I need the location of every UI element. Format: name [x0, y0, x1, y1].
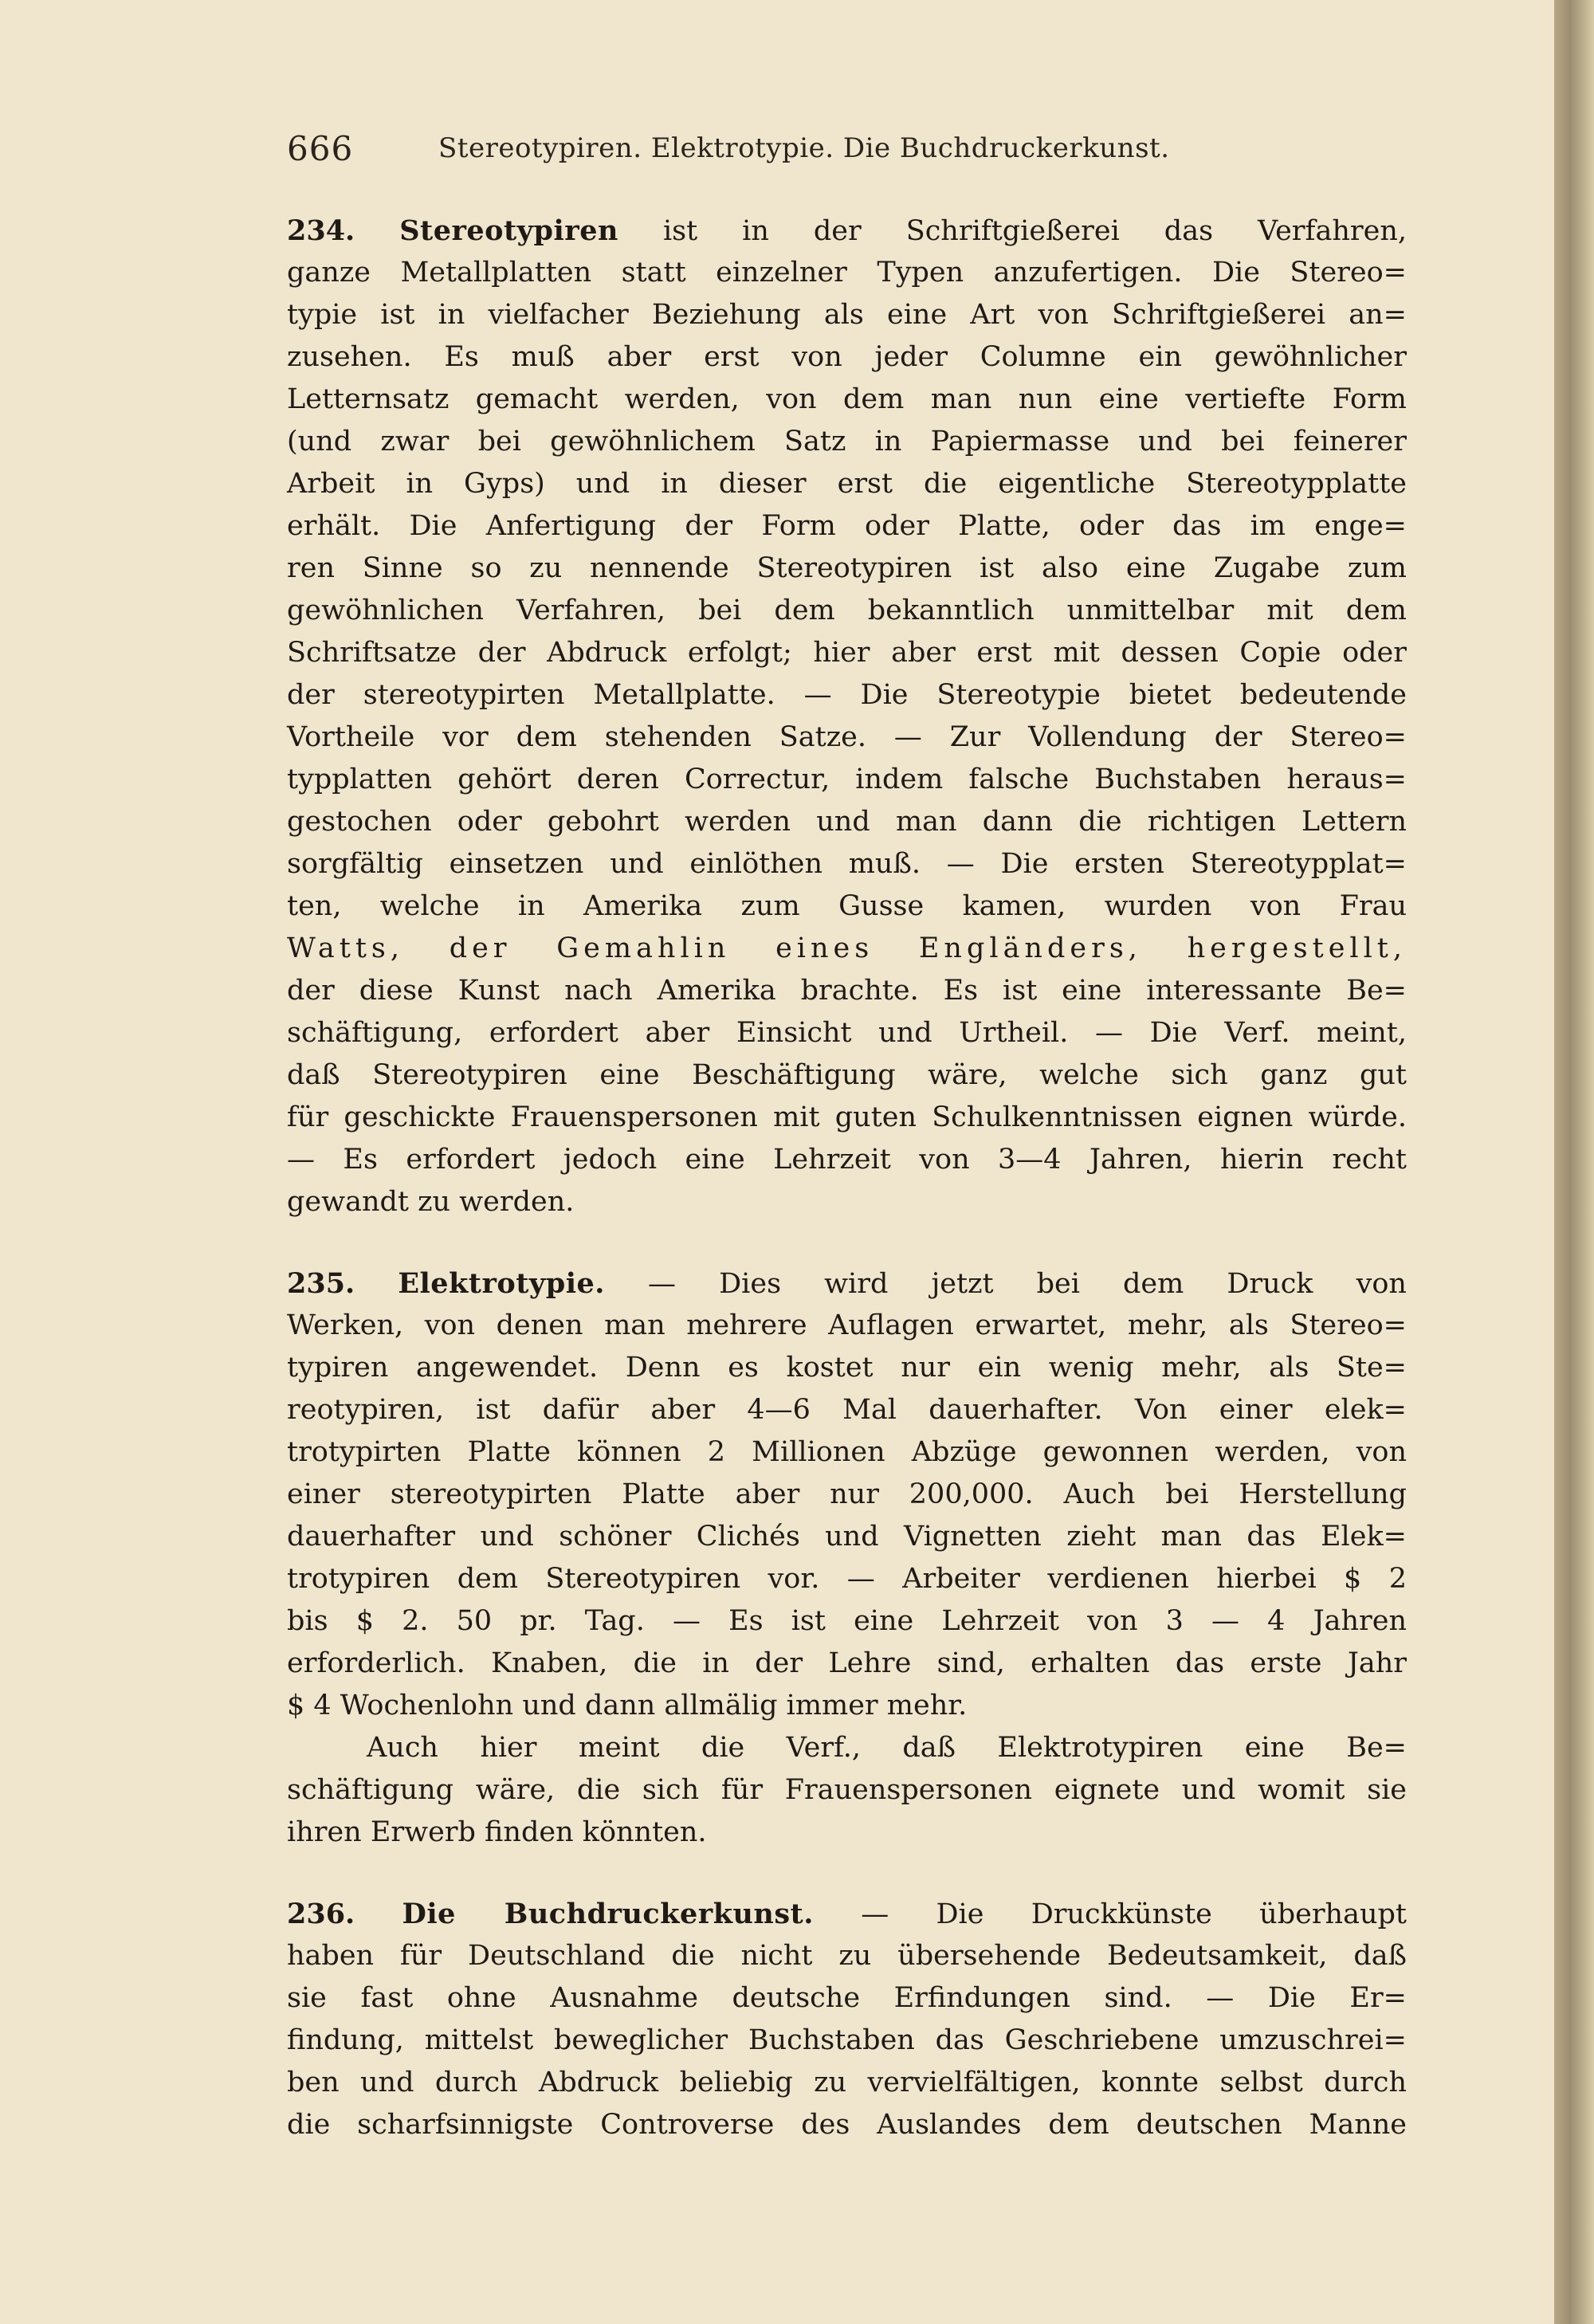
text-line: ihren Erwerb finden könnten. [287, 1816, 707, 1848]
text-line [287, 1262, 1407, 1305]
line-text: — Die Druckkünste überhaupt [861, 1898, 1407, 1930]
text-line: ren Sinne so zu nennende Stereotypiren ist also eine Zugabe zum [287, 552, 1407, 584]
text-line: Arbeit in Gyps) und in dieser erst die eigentliche Stereotypplatte [287, 468, 1407, 500]
text-line [287, 210, 1407, 252]
page-number: 666 [287, 129, 354, 168]
text-line: trotypirten Platte können 2 Millionen Abzüge gewonnen werden, von [287, 1436, 1407, 1468]
text-line: schäftigung, erfordert aber Einsicht und Urtheil. — Die Verf. meint, [287, 1017, 1407, 1049]
section-number: 234. [287, 214, 355, 247]
section-number: 236. [287, 1898, 355, 1930]
page-content [287, 210, 1407, 2146]
text-line: zusehen. Es muß aber erst von jeder Columne ein gewöhnlicher [287, 341, 1407, 373]
section-title: Elektrotypie. [398, 1267, 605, 1300]
line-text: — Dies wird jetzt bei dem Druck von [648, 1268, 1407, 1300]
text-line: gestochen oder gebohrt werden und man dann die richtigen Lettern [287, 806, 1407, 838]
text-line: haben für Deutschland die nicht zu übersehende Bedeutsamkeit, daß [287, 1940, 1407, 1972]
text-line: Letternsatz gemacht werden, von dem man nun eine vertiefte Form [287, 383, 1407, 415]
running-head: Stereotypiren. Elektrotypie. Die Buchdruckerkunst. [438, 132, 1170, 164]
text-line: bis $ 2. 50 pr. Tag. — Es ist eine Lehrzeit von 3 — 4 Jahren [287, 1605, 1407, 1637]
section-number: 235. [287, 1267, 355, 1300]
text-line: Schriftsatze der Abdruck erfolgt; hier aber erst mit dessen Copie oder [287, 637, 1407, 669]
text-line: gewandt zu werden. [287, 1186, 575, 1218]
text-line: trotypiren dem Stereotypiren vor. — Arbeiter verdienen hierbei $ 2 [287, 1563, 1407, 1595]
line-text: ist in der Schriftgießerei das Verfahren, [662, 215, 1407, 247]
text-line: Werken, von denen man mehrere Auflagen erwartet, mehr, als Stereo= [287, 1309, 1407, 1341]
text-line: Vortheile vor dem stehenden Satze. — Zur Vollendung der Stereo= [287, 721, 1407, 753]
text-line: typplatten gehört deren Correctur, indem falsche Buchstaben heraus= [287, 764, 1407, 795]
text-line: die scharfsinnigste Controverse des Auslandes dem deutschen Manne [287, 2109, 1407, 2141]
section-235 [287, 1262, 1407, 1854]
text-line: (und zwar bei gewöhnlichem Satz in Papiermasse und bei feinerer [287, 426, 1407, 457]
text-line: ten, welche in Amerika zum Gusse kamen, wurden von Frau [287, 890, 1407, 922]
text-line: der stereotypirten Metallplatte. — Die Stereotypie bietet bedeutende [287, 679, 1407, 711]
text-line: einer stereotypirten Platte aber nur 200,000. Auch bei Herstellung [287, 1478, 1407, 1510]
text-line: für geschickte Frauenspersonen mit guten Schulkenntnissen eignen würde. [287, 1101, 1407, 1133]
text-line: gewöhnlichen Verfahren, bei dem bekanntlich unmittelbar mit dem [287, 595, 1407, 626]
text-line: sie fast ohne Ausnahme deutsche Erfindungen sind. — Die Er= [287, 1982, 1407, 2014]
text-line: $ 4 Wochenlohn und dann allmälig immer mehr. [287, 1690, 968, 1721]
text-line: der diese Kunst nach Amerika brachte. Es ist eine interessante Be= [287, 975, 1407, 1007]
text-line: typiren angewendet. Denn es kostet nur ein wenig mehr, als Ste= [287, 1352, 1407, 1384]
page-header [287, 129, 1243, 169]
text-line: dauerhafter und schöner Clichés und Vignetten zieht man das Elek= [287, 1521, 1407, 1553]
section-title: Die Buchdruckerkunst. [402, 1898, 814, 1930]
text-line: typie ist in vielfacher Beziehung als eine Art von Schriftgießerei an= [287, 299, 1407, 331]
page-edge [1554, 0, 1594, 2324]
text-line: — Es erfordert jedoch eine Lehrzeit von 3—4 Jahren, hierin recht [287, 1144, 1407, 1176]
text-line [287, 1893, 1407, 1935]
text-line: reotypiren, ist dafür aber 4—6 Mal dauerhafter. Von einer elek= [287, 1394, 1407, 1426]
section-236 [287, 1893, 1407, 2146]
section-title: Stereotypiren [399, 214, 618, 247]
text-line: erforderlich. Knaben, die in der Lehre sind, erhalten das erste Jahr [287, 1647, 1407, 1679]
text-line: ben und durch Abdruck beliebig zu vervielfältigen, konnte selbst durch [287, 2067, 1407, 2098]
section-234 [287, 210, 1407, 1223]
text-line: ganze Metallplatten statt einzelner Typen anzufertigen. Die Stereo= [287, 257, 1407, 289]
text-line: sorgfältig einsetzen und einlöthen muß. — Die ersten Stereotypplat= [287, 848, 1407, 880]
text-line: Auch hier meint die Verf., daß Elektrotypiren eine Be= [367, 1732, 1407, 1764]
text-line: erhält. Die Anfertigung der Form oder Platte, oder das im enge= [287, 510, 1407, 542]
text-line: Watts, der Gemahlin eines Engländers, hergestellt, [287, 932, 1407, 964]
text-line: findung, mittelst beweglicher Buchstaben das Geschriebene umzuschrei= [287, 2024, 1407, 2056]
text-line: daß Stereotypiren eine Beschäftigung wäre, welche sich ganz gut [287, 1059, 1407, 1091]
text-line: schäftigung wäre, die sich für Frauenspersonen eignete und womit sie [287, 1774, 1407, 1806]
